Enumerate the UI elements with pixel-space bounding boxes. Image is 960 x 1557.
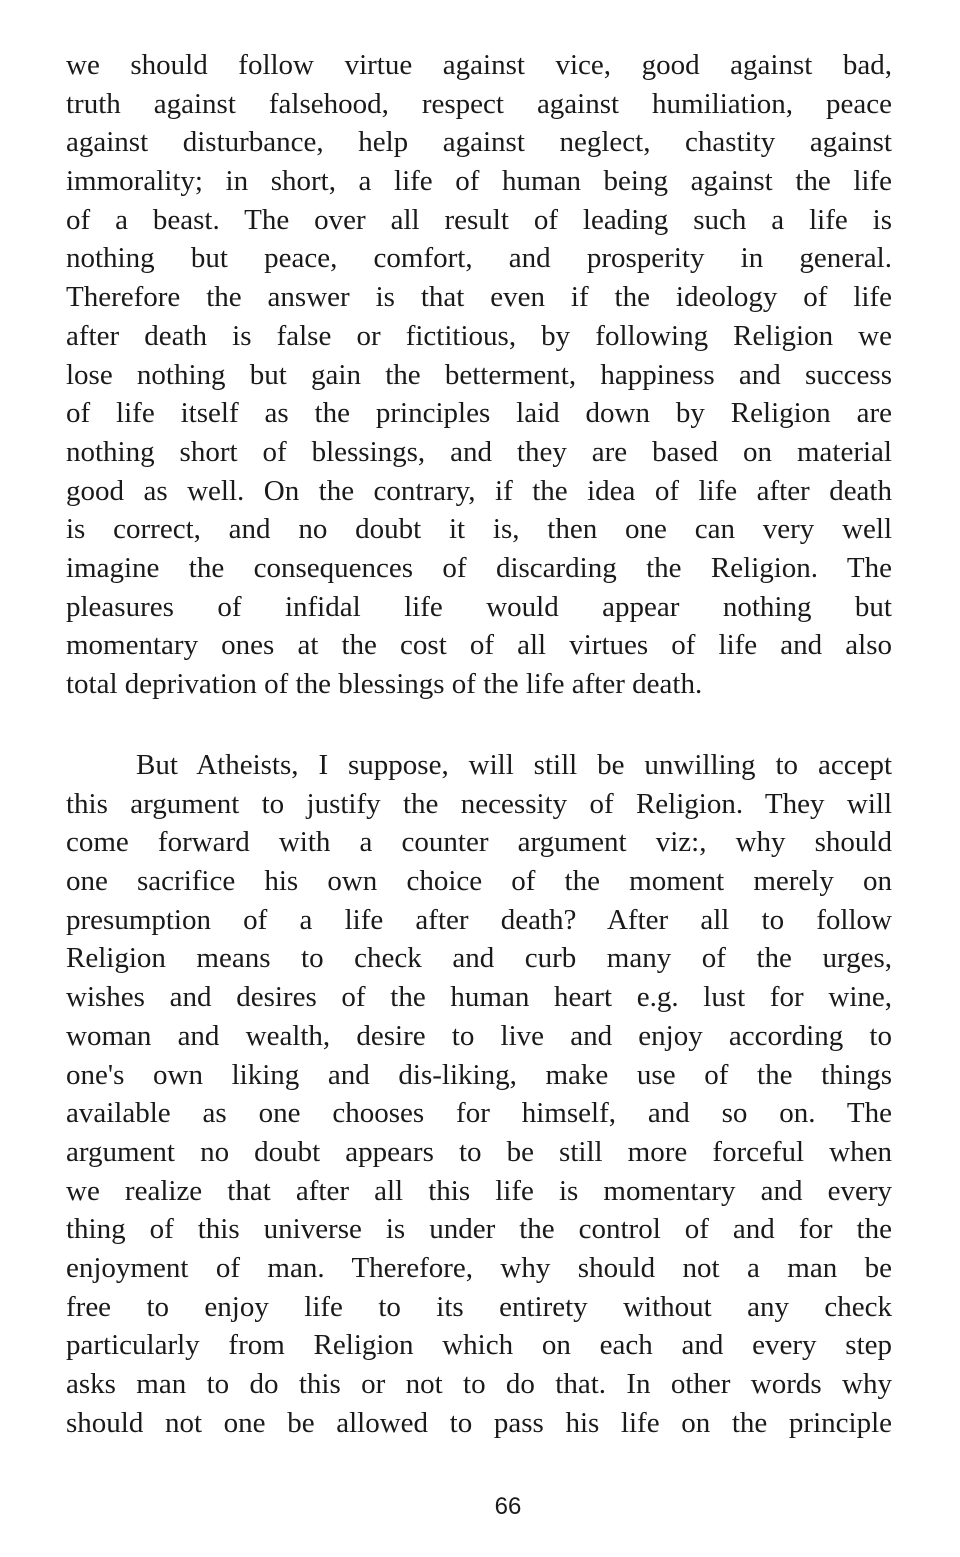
text-line: free to enjoy life to its entirety without any check [66,1290,892,1323]
text-line: Therefore the answer is that even if the ideology of life [66,281,892,314]
paragraph-1 [66,46,892,704]
text-line: of a beast. The over all result of leading such a life is [66,203,892,236]
text-line: truth against falsehood, respect against humiliation, peace [66,87,892,120]
text-line: against disturbance, help against neglect, chastity against [66,126,892,159]
text-line: woman and wealth, desire to live and enjoy according to [66,1019,892,1052]
text-line: imagine the consequences of discarding the Religion. The [66,551,892,584]
text-line: we realize that after all this life is momentary and every [66,1174,892,1207]
text-line: nothing but peace, comfort, and prosperity in general. [66,242,892,275]
text-line: immorality; in short, a life of human being against the life [66,165,892,198]
text-line: But Atheists, I suppose, will still be unwilling to accept [136,749,892,781]
text-line: good as well. On the contrary, if the idea of life after death [66,474,892,507]
text-line: this argument to justify the necessity of Religion. They will [66,787,892,820]
text-line: available as one chooses for himself, and so on. The [66,1097,892,1130]
text-line: wishes and desires of the human heart e.g. lust for wine, [66,981,892,1014]
text-line: should not one be allowed to pass his life on the principle [66,1406,892,1439]
text-line: enjoyment of man. Therefore, why should not a man be [66,1251,892,1284]
text-line: particularly from Religion which on each and every step [66,1329,892,1362]
text-line: asks man to do this or not to do that. In other words why [66,1368,892,1400]
text-line: presumption of a life after death? After all to follow [66,903,892,936]
text-line: momentary ones at the cost of all virtues of life and also [66,629,892,662]
text-line: lose nothing but gain the betterment, happiness and success [66,358,892,391]
text-line: pleasures of infidal life would appear nothing but [66,590,892,623]
text-line: argument no doubt appears to be still more forceful when [66,1135,892,1168]
text-line: one sacrifice his own choice of the moment merely on [66,865,892,898]
text-line: come forward with a counter argument viz:, why should [66,826,892,859]
text-line: we should follow virtue against vice, good against bad, [66,49,892,81]
text-line: of life itself as the principles laid down by Religion are [66,397,892,430]
page-number: 66 [494,1493,522,1520]
text-line: is correct, and no doubt it is, then one can very well [66,513,892,546]
text-line: after death is false or fictitious, by following Religion we [66,319,892,352]
text-line: thing of this universe is under the control of and for the [66,1213,892,1246]
text-line: total deprivation of the blessings of the life after death. [66,668,703,700]
text-line: nothing short of blessings, and they are based on material [66,435,892,468]
text-line: Religion means to check and curb many of the urges, [66,942,892,975]
paragraph-2 [66,746,892,1442]
text-line: one's own liking and dis-liking, make use of the things [66,1058,892,1091]
